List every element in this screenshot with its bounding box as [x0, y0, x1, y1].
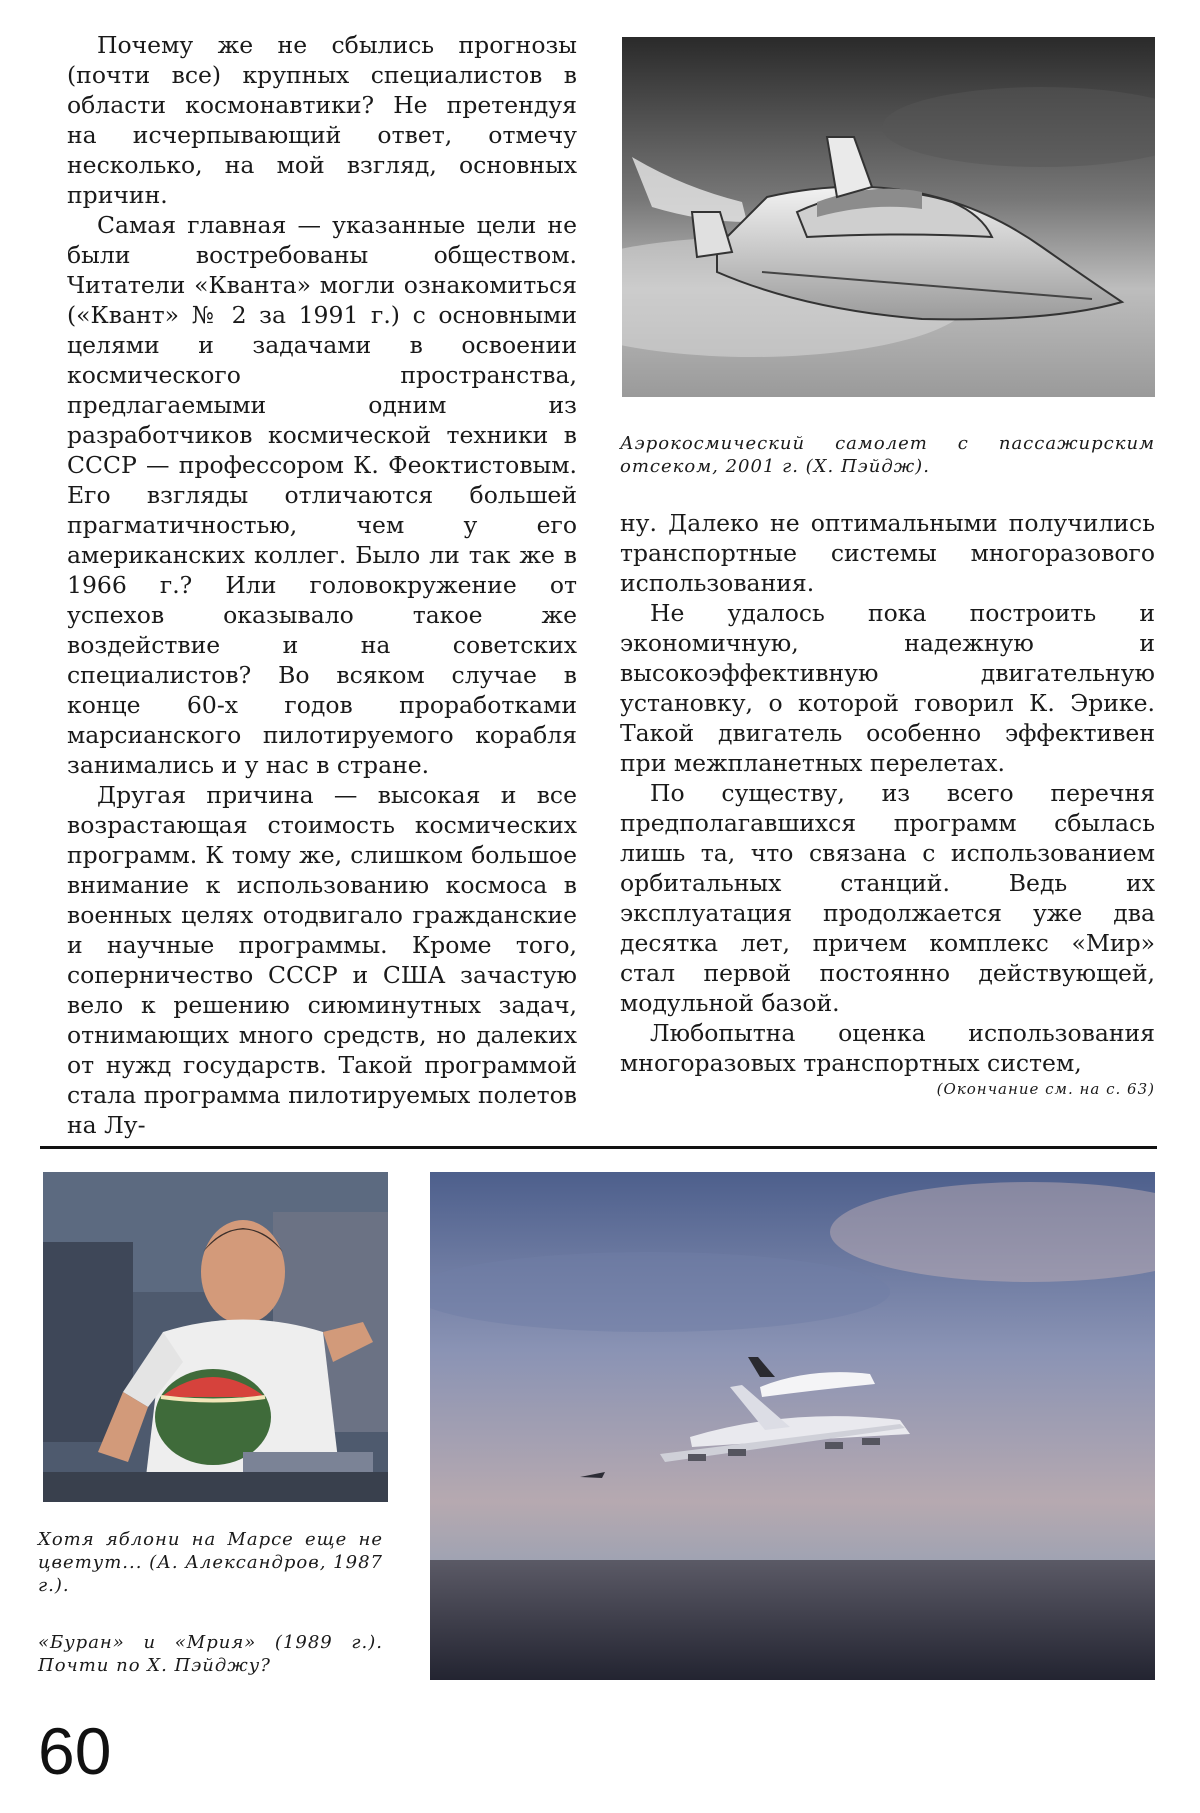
- paragraph: Самая главная — указанные цели не были востребованы обществом. Читатели «Кванта» могли ознакомиться («Квант» № 2 за 1991 г.) с основными целями и задачами в освоении космического пространства, предлагаемыми одним из разработчиков космической техники в СССР — профессором К. Феоктистовым. Его взгляды отличаются большей прагматичностью, чем у его американских коллег. Было ли так же в 1966 г.? Или головокружение от успехов оказывало такое же воздействие и на советских специалистов? Во всяком случае в конце 60-х годов проработками марсианского пилотируемого корабля занимались и у нас в стране.: [67, 211, 577, 779]
- buran-mriya-caption: «Буран» и «Мрия» (1989 г.). Почти по Х. Пэйджу?: [38, 1632, 383, 1676]
- cosmonaut-caption: Хотя яблони на Марсе еще не цветут... (А. Александров, 1987 г.).: [38, 1529, 383, 1596]
- left-column: [67, 30, 577, 1140]
- buran-mriya-photo: [430, 1172, 1155, 1680]
- paragraph: Любопытна оценка использования многоразовых транспортных систем,: [620, 1019, 1155, 1077]
- page-number: 60: [38, 1714, 112, 1788]
- right-column: [620, 508, 1155, 1078]
- paragraph: ну. Далеко не оптимальными получились транспортные системы многоразового использования.: [620, 509, 1155, 597]
- section-divider: [40, 1146, 1157, 1149]
- spaceplane-caption: Аэрокосмический самолет с пассажирским отсеком, 2001 г. (Х. Пэйдж).: [620, 433, 1155, 477]
- paragraph: Не удалось пока построить и экономичную, надежную и высокоэффективную двигательную установку, о которой говорил К. Эрике. Такой двигатель особенно эффективен при межпланетных перелетах.: [620, 599, 1155, 777]
- paragraph: Другая причина — высокая и все возрастающая стоимость космических программ. К тому же, слишком большое внимание к использованию космоса в военных целях отодвигало гражданские и научные программы. Кроме того, соперничество СССР и США зачастую вело к решению сиюминутных задач, отнимающих много средств, но далеких от нужд государств. Такой программой стала программа пилотируемых полетов на Лу-: [67, 781, 577, 1139]
- paragraph: Почему же не сбылись прогнозы (почти все) крупных специалистов в области космонавтики? Не претендуя на исчерпывающий ответ, отмечу несколько, на мой взгляд, основных причин.: [67, 31, 577, 209]
- cosmonaut-photo: [43, 1172, 388, 1502]
- continuation-note: (Окончание см. на с. 63): [936, 1080, 1155, 1098]
- paragraph: По существу, из всего перечня предполагавшихся программ сбылась лишь та, что связана с использованием орбитальных станций. Ведь их эксплуатация продолжается уже два десятка лет, причем комплекс «Мир» стал первой постоянно действующей, модульной базой.: [620, 779, 1155, 1017]
- spaceplane-illustration: [622, 37, 1155, 397]
